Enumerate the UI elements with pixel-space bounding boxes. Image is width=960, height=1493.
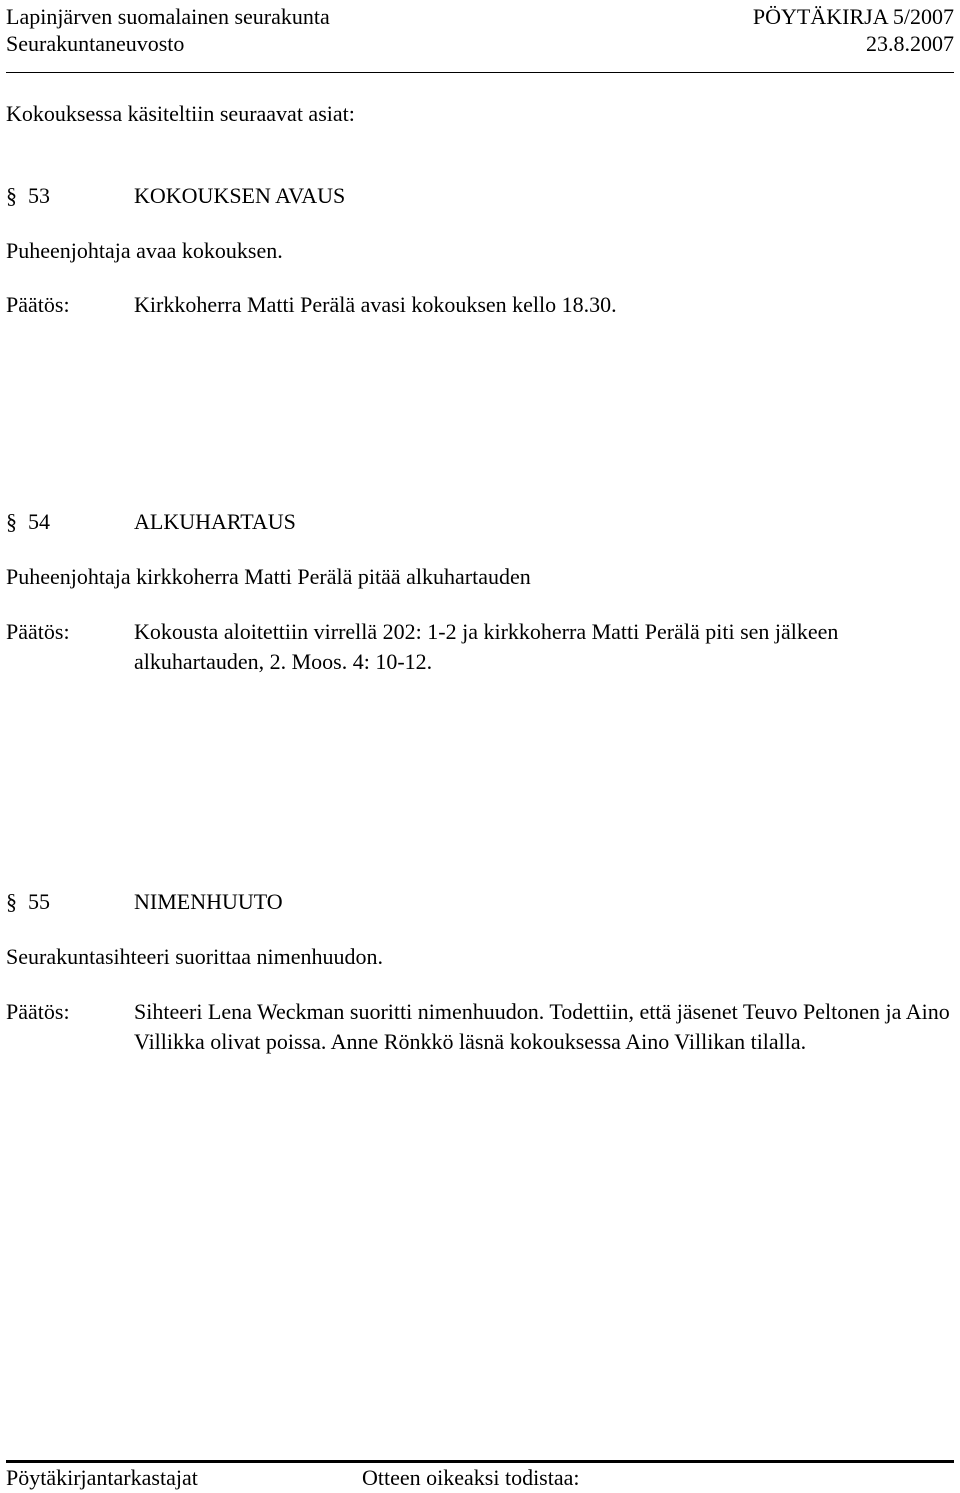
decision-text: Kirkkoherra Matti Perälä avasi kokouksen kello 18.30. (134, 292, 617, 317)
section-title: NIMENHUUTO (134, 889, 283, 914)
section-number: 53 (28, 183, 50, 208)
section-54-heading (6, 507, 954, 537)
section-title: ALKUHARTAUS (134, 509, 296, 534)
body-name: Seurakuntaneuvosto (6, 31, 185, 56)
header-line-1 (6, 3, 954, 30)
section-55-statement: Seurakuntasihteeri suorittaa nimenhuudon. (6, 944, 383, 969)
document-id: PÖYTÄKIRJA 5/2007 (752, 4, 954, 29)
organization-name: Lapinjärven suomalainen seurakunta (6, 4, 330, 29)
section-55-heading (6, 887, 954, 917)
decision-text: Kokousta aloitettiin virrellä 202: 1-2 ja kirkkoherra Matti Perälä piti sen jälkeen alkuhartauden, 2. Moos. 4: 10-12. (134, 619, 839, 674)
intro-text: Kokouksessa käsiteltiin seuraavat asiat: (6, 101, 355, 126)
header-divider (6, 72, 954, 73)
section-54-statement: Puheenjohtaja kirkkoherra Matti Perälä pitää alkuhartauden (6, 564, 531, 589)
footer-certification: Otteen oikeaksi todistaa: (362, 1465, 580, 1490)
header-line-2 (6, 30, 954, 57)
section-53-heading (6, 181, 954, 211)
section-number: 54 (28, 509, 50, 534)
footer-reviewers: Pöytäkirjantarkastajat (6, 1465, 198, 1490)
decision-text: Sihteeri Lena Weckman suoritti nimenhuudon. Todettiin, että jäsenet Teuvo Peltonen ja Aino Villikka olivat poissa. Anne Rönkkö läsnä kokouksessa Aino Villikan tilalla. (134, 999, 950, 1054)
footer-divider (6, 1460, 954, 1463)
decision-label: Päätös: (6, 619, 70, 644)
meeting-date: 23.8.2007 (866, 31, 954, 56)
section-symbol: § (6, 183, 17, 208)
section-symbol: § (6, 509, 17, 534)
section-53-statement: Puheenjohtaja avaa kokouksen. (6, 238, 283, 263)
decision-label: Päätös: (6, 999, 70, 1024)
decision-label: Päätös: (6, 292, 70, 317)
section-number: 55 (28, 889, 50, 914)
section-symbol: § (6, 889, 17, 914)
section-title: KOKOUKSEN AVAUS (134, 183, 346, 208)
